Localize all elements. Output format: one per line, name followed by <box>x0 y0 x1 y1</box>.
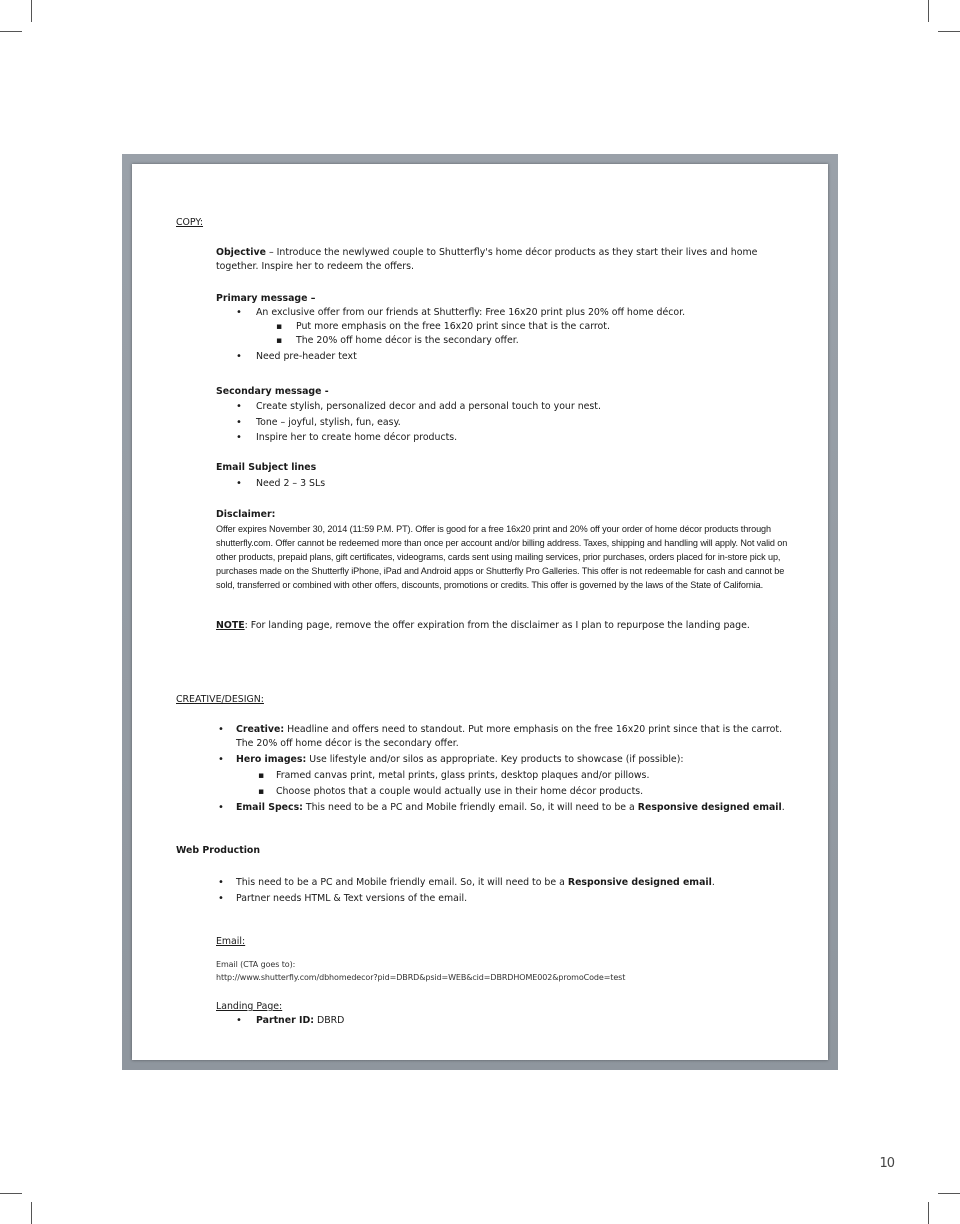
crop-mark <box>938 1193 960 1194</box>
list-item: • An exclusive offer from our friends at Shutterfly: Free 16x20 print plus 20% off home décor. <box>216 306 788 320</box>
note-label: NOTE <box>216 620 245 631</box>
email-cta-label: Email (CTA goes to): <box>216 960 296 969</box>
subject-lines-list <box>216 477 788 491</box>
email-cta-url: http://www.shutterfly.com/dbhomedecor?pid=DBRD&psid=WEB&cid=DBRDHOME002&promoCode=test <box>216 973 626 982</box>
email-heading: Email: <box>216 936 246 947</box>
secondary-message-label: Secondary message - <box>216 386 329 397</box>
note-paragraph <box>216 619 788 633</box>
secondary-message-section <box>216 385 788 446</box>
secondary-message-list <box>216 399 788 446</box>
hero-images-label: Hero images: <box>236 754 307 765</box>
crop-mark <box>0 31 22 32</box>
web-item-text: This need to be a PC and Mobile friendly email. So, it will need to be a <box>236 877 568 888</box>
objective-label: Objective <box>216 247 266 258</box>
list-item: • Partner needs HTML & Text versions of the email. <box>216 891 788 907</box>
list-item <box>216 801 788 815</box>
disclaimer-text: Offer expires November 30, 2014 (11:59 P.M. PT). Offer is good for a free 16x20 print and 20% off your order of home décor products through shutterfly.com. Offer cannot be redeemed more than once per account and/or billing address. Taxes, shipping and handling will apply. Not valid on other products, prepaid plans, gift certificates, videograms, cards sent using mailing services, prior purchases, orders placed for in-store pick up, purchases made on the Shutterfly iPhone, iPad and Android apps or Shutterfly Pro Galleries. This offer is not redeemable for cash and cannot be sold, transferred or combined with other offers, discounts, promotions or credits. This offer is governed by the laws of the State of California. <box>216 524 788 590</box>
crop-mark <box>0 1193 22 1194</box>
list-item <box>216 875 788 891</box>
landing-page-heading: Landing Page: <box>216 1001 283 1012</box>
list-item: • Create stylish, personalized decor and add a personal touch to your nest. <box>216 399 788 415</box>
web-production-list <box>216 875 788 906</box>
primary-message-section <box>216 292 788 364</box>
list-item: • Need pre-header text <box>216 350 788 364</box>
web-production-heading: Web Production <box>176 845 261 856</box>
list-subitem: ▪ Framed canvas print, metal prints, glass prints, desktop plaques and/or pillows. <box>216 769 788 783</box>
crop-mark <box>31 0 32 22</box>
crop-mark <box>31 1202 32 1224</box>
list-item: • Tone – joyful, stylish, fun, easy. <box>216 415 788 431</box>
list-item <box>216 753 788 767</box>
list-item <box>216 1014 788 1028</box>
primary-message-list <box>216 306 788 364</box>
web-item-end: . <box>711 877 715 888</box>
partner-id-label: Partner ID: <box>256 1015 314 1026</box>
landing-page-section <box>216 1000 788 1028</box>
disclaimer-label: Disclaimer: <box>216 509 276 520</box>
creative-design-heading: CREATIVE/DESIGN: <box>176 694 264 705</box>
crop-mark <box>938 31 960 32</box>
subject-lines-label: Email Subject lines <box>216 462 317 473</box>
creative-label: Creative: <box>236 724 285 735</box>
email-specs-bold: Responsive designed email <box>637 802 782 813</box>
objective-text: – Introduce the newlywed couple to Shutterfly's home décor products as they start their lives and home together. Inspire her to redeem the offers. <box>216 247 758 272</box>
objective-paragraph <box>216 246 788 274</box>
web-item-bold: Responsive designed email <box>567 877 712 888</box>
disclaimer-section <box>216 508 788 593</box>
page-number: 10 <box>879 1156 894 1171</box>
email-specs-label: Email Specs: <box>236 802 303 813</box>
crop-mark <box>928 0 929 22</box>
creative-text: Headline and offers need to standout. Put more emphasis on the free 16x20 print since that is the carrot. The 20% off home décor is the secondary offer. <box>236 724 783 749</box>
email-specs-end: . <box>781 802 785 813</box>
list-item: • Need 2 – 3 SLs <box>216 477 788 491</box>
document-page <box>132 164 828 1060</box>
creative-design-list <box>216 723 788 815</box>
subject-lines-section <box>216 461 788 491</box>
crop-mark <box>928 1202 929 1224</box>
email-specs-text: This need to be a PC and Mobile friendly email. So, it will need to be a <box>302 802 638 813</box>
list-item: • Inspire her to create home décor products. <box>216 430 788 446</box>
list-subitem: ▪ The 20% off home décor is the secondary offer. <box>216 334 788 348</box>
copy-heading: COPY: <box>176 217 204 228</box>
email-cta-block <box>216 958 788 984</box>
list-item <box>216 723 788 751</box>
list-subitem: ▪ Put more emphasis on the free 16x20 print since that is the carrot. <box>216 320 788 334</box>
landing-page-list <box>216 1014 788 1028</box>
partner-id-value: DBRD <box>314 1015 345 1026</box>
list-subitem: ▪ Choose photos that a couple would actually use in their home décor products. <box>216 785 788 799</box>
primary-message-label: Primary message – <box>216 293 316 304</box>
document-screenshot-frame <box>122 154 838 1070</box>
note-text: : For landing page, remove the offer expiration from the disclaimer as I plan to repurpose the landing page. <box>244 620 750 631</box>
hero-images-text: Use lifestyle and/or silos as appropriate. Key products to showcase (if possible): <box>306 754 684 765</box>
